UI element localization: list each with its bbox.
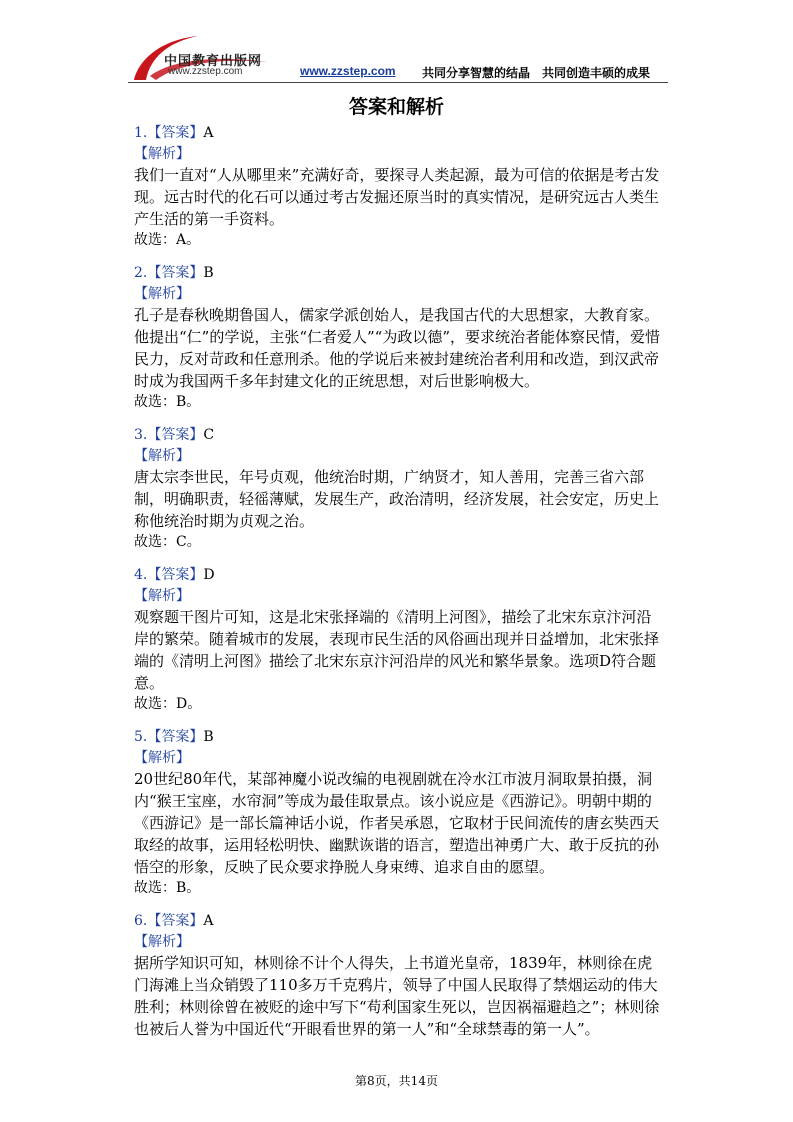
answer-value: C: [203, 427, 215, 443]
answer-line: [134, 727, 664, 748]
choice-line: 故选：D。: [134, 696, 202, 712]
answer-item-2: [134, 263, 664, 412]
answer-item-3: [134, 425, 664, 552]
analysis-label: 【解析】: [134, 934, 190, 950]
answer-item-5: [134, 727, 664, 898]
logo-url: www.zzstep.com: [168, 66, 243, 77]
answer-item-6: [134, 911, 664, 1040]
page-header: [0, 0, 793, 90]
answer-value: B: [203, 265, 214, 281]
analysis-label: 【解析】: [134, 146, 190, 162]
answer-line: [134, 123, 664, 144]
analysis-label: 【解析】: [134, 448, 190, 464]
answer-value: D: [203, 567, 215, 583]
answer-line: [134, 565, 664, 586]
answer-label: 4.【答案】: [134, 567, 204, 583]
analysis-text: 孔子是春秋晚期鲁国人，儒家学派创始人，是我国古代的大思想家，大教育家。他提出“仁”的学说，主张“仁者爱人”“为政以德”，要求统治者能体察民情，爱惜民力，反对苛政和任意刑杀。他的学说后来被封建统治者利用和改造，到汉武帝时成为我国两千多年封建文化的正统思想，对后世影响极大。: [134, 306, 661, 390]
answer-line: [134, 263, 664, 284]
answer-line: [134, 425, 664, 446]
answer-line: [134, 911, 664, 932]
answer-label: 6.【答案】: [134, 913, 204, 929]
choice-line: 故选：B。: [134, 394, 201, 410]
answer-label: 5.【答案】: [134, 729, 204, 745]
answer-label: 1.【答案】: [134, 125, 204, 141]
logo-name: 中国教育出版网: [164, 54, 263, 69]
choice-line: 故选：B。: [134, 880, 201, 896]
header-divider: [128, 82, 668, 83]
page-number: 第8页，共14页: [355, 1074, 438, 1088]
analysis-text: 20世纪80年代，某部神魔小说改编的电视剧就在冷水江市波月洞取景拍摄，洞内“猴王宝座，水帘洞”等成为最佳取景点。该小说应是《西游记》。明朝中期的《西游记》是一部长篇神话小说，作者吴承恩，它取材于民间流传的唐玄奘西天取经的故事，运用轻松明快、幽默诙谐的语言，塑造出神勇广大、敢于反抗的孙悟空的形象，反映了民众要求挣脱人身束缚、追求自由的愿望。: [134, 770, 660, 876]
analysis-text: 观察题干图片可知，这是北宋张择端的《清明上河图》，描绘了北宋东京汴河沿岸的繁荣。随着城市的发展，表现市民生活的风俗画出现并日益增加，北宋张择端的《清明上河图》描绘了北宋东京汴河沿岸的风光和繁华景象。选项D符合题意。: [134, 608, 660, 692]
analysis-label: 【解析】: [134, 750, 190, 766]
analysis-label: 【解析】: [134, 588, 190, 604]
answer-label: 3.【答案】: [134, 427, 204, 443]
answer-list: [134, 123, 664, 1053]
analysis-text: 唐太宗李世民，年号贞观，他统治时期，广纳贤才，知人善用，完善三省六部制，明确职责，轻徭薄赋，发展生产，政治清明，经济发展，社会安定，历史上称他统治时期为贞观之治。: [134, 468, 660, 530]
answer-label: 2.【答案】: [134, 265, 204, 281]
answer-value: A: [203, 125, 214, 141]
page-title: 答案和解析: [348, 96, 444, 118]
answer-value: B: [203, 729, 214, 745]
analysis-text: 我们一直对“人从哪里来”充满好奇，要探寻人类起源，最为可信的依据是考古发现。远古时代的化石可以通过考古发掘还原当时的真实情况，是研究远古人类生产生活的第一手资料。: [134, 166, 660, 228]
header-link[interactable]: www.zzstep.com: [300, 64, 396, 78]
answer-item-4: [134, 565, 664, 714]
analysis-text: 据所学知识可知，林则徐不计个人得失，上书道光皇帝，1839年，林则徐在虎门海滩上当众销毁了110多万千克鸦片，领导了中国人民取得了禁烟运动的伟大胜利；林则徐曾在被贬的途中写下“苟利国家生死以，岂因祸福避趋之”；林则徐也被后人誉为中国近代“开眼看世界的第一人”和“全球禁毒的第一人”。: [134, 954, 660, 1038]
site-logo[interactable]: [128, 32, 278, 84]
header-slogan: 共同分享智慧的结晶 共同创造丰硕的成果: [422, 66, 651, 80]
answer-item-1: [134, 123, 664, 250]
answer-value: A: [203, 913, 214, 929]
choice-line: 故选：C。: [134, 534, 201, 550]
analysis-label: 【解析】: [134, 286, 190, 302]
choice-line: 故选：A。: [134, 232, 201, 248]
